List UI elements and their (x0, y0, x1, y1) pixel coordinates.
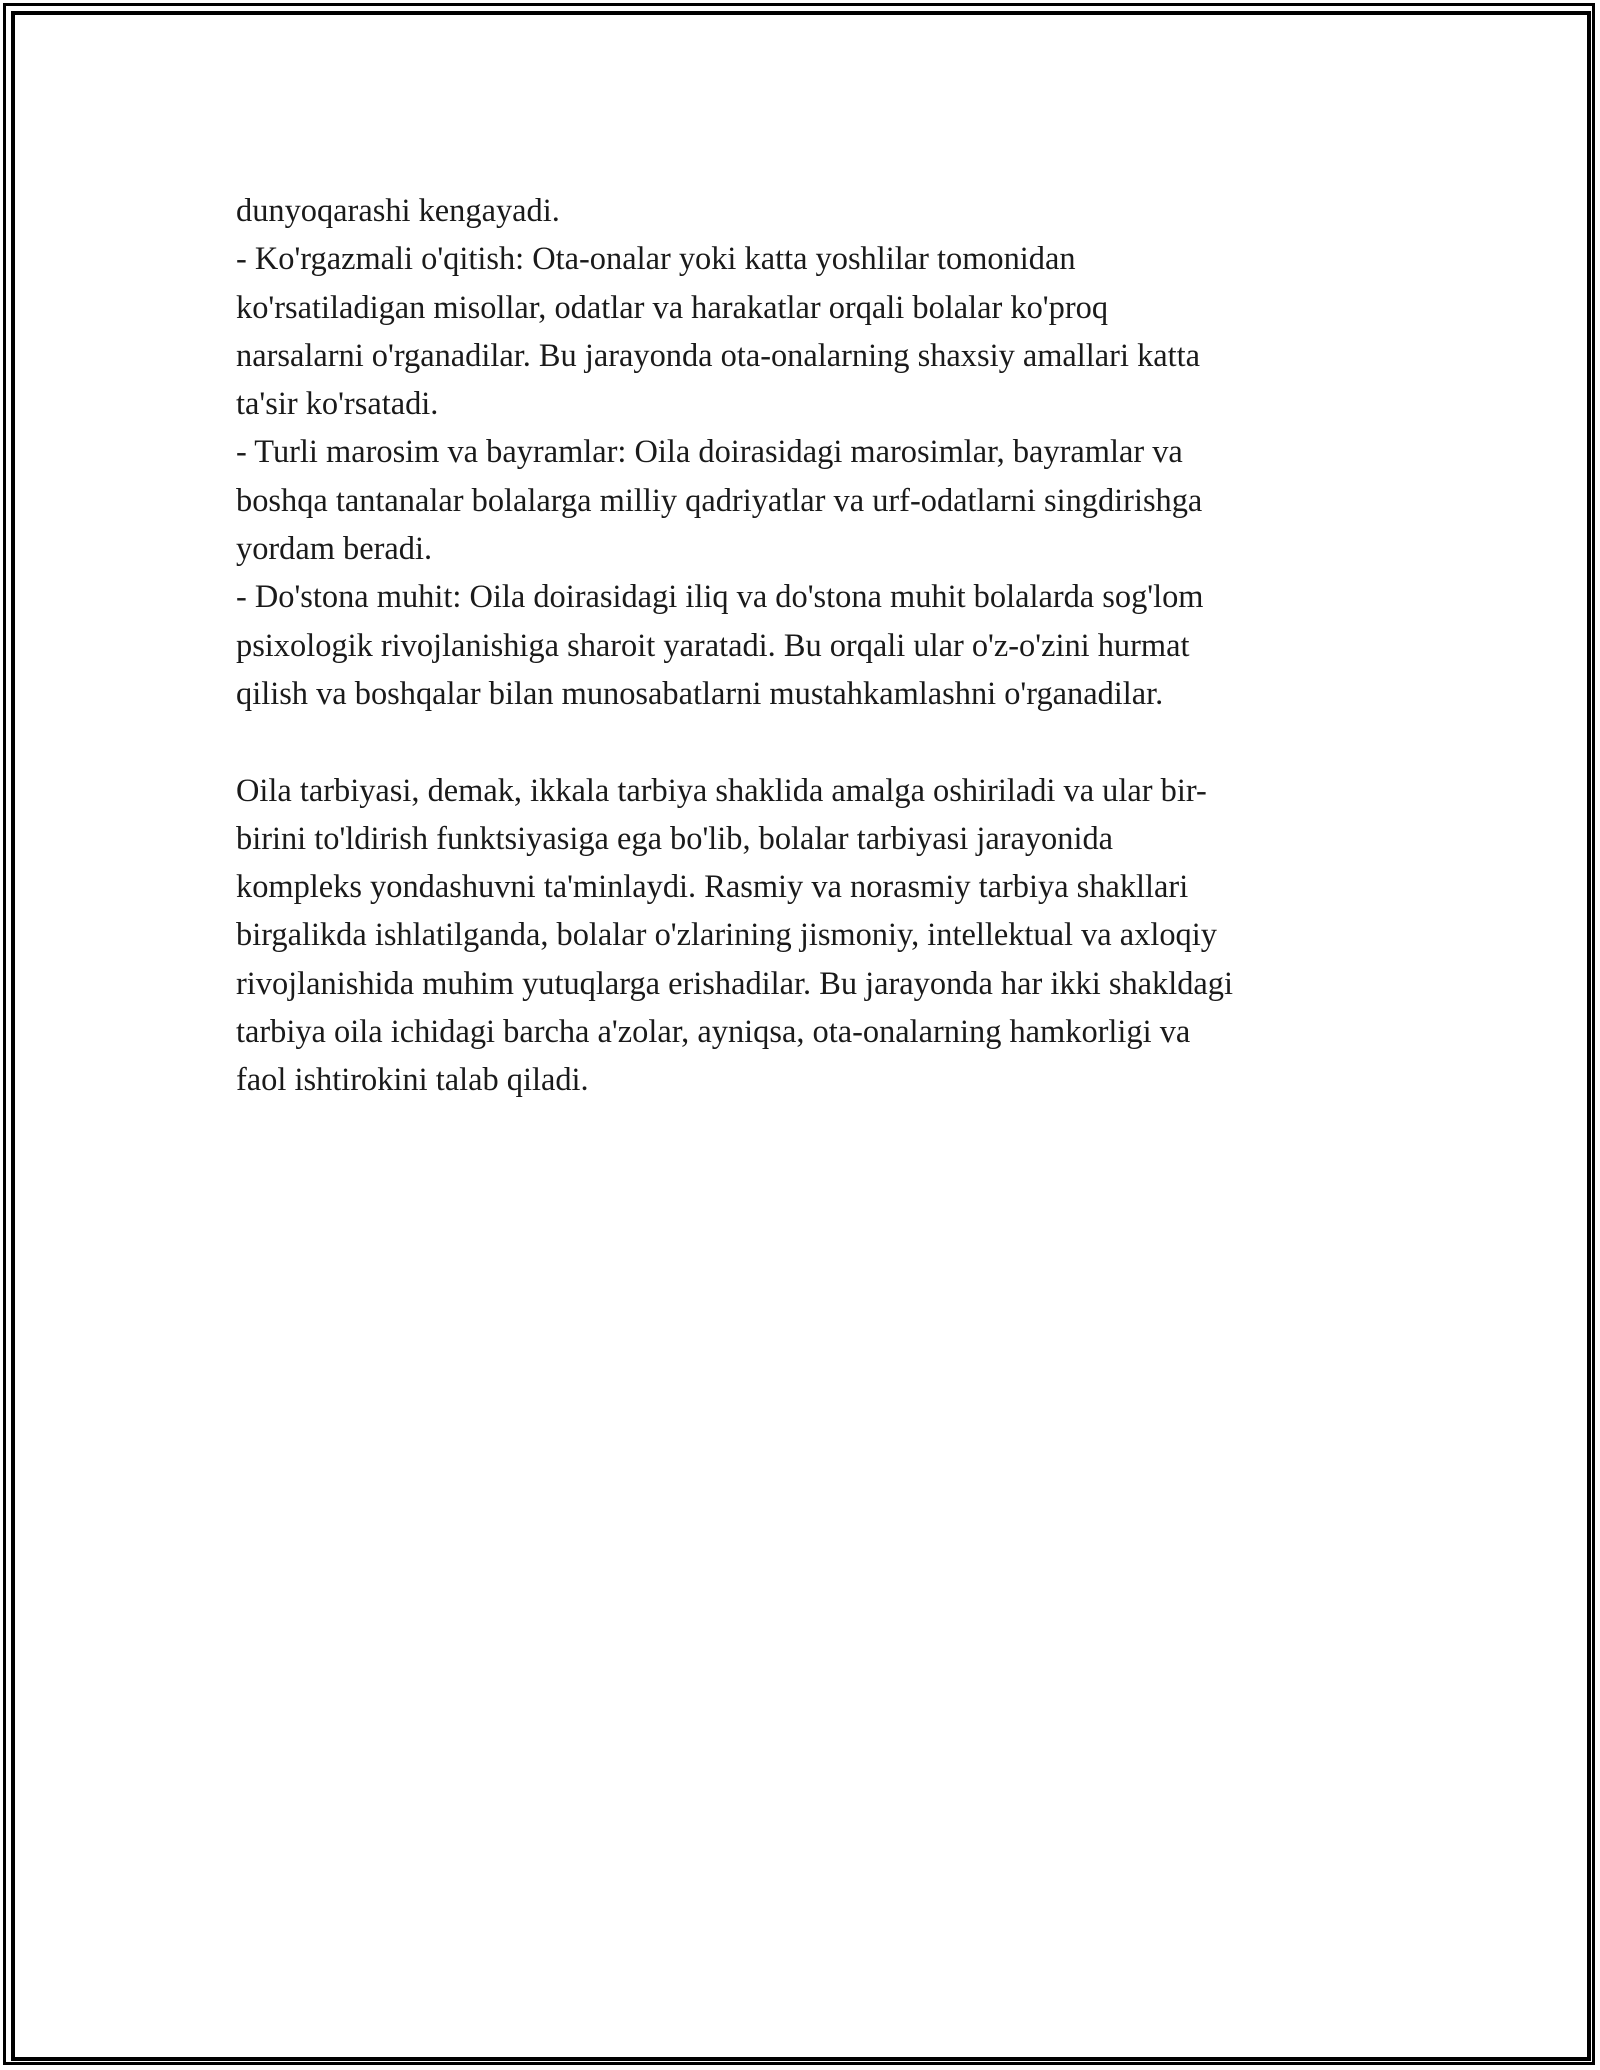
text-line: dunyoqarashi kengayadi. (236, 193, 560, 229)
list-item-marosim: - Turli marosim va bayramlar: Oila doirasidagi marosimlar, bayramlar va (236, 434, 1183, 471)
text-line: birgalikda ishlatilganda, bolalar o'zlarining jismoniy, intellektual va axloqiy (236, 917, 1217, 954)
paragraph-list (236, 187, 1376, 718)
text-line: narsalarni o'rganadilar. Bu jarayonda ota-onalarning shaxsiy amallari katta (236, 337, 1201, 374)
paragraph-conclusion (236, 767, 1376, 1105)
list-item-dostona: - Do'stona muhit: Oila doirasidagi iliq va do'stona muhit bolalarda sog'lom (236, 579, 1204, 616)
text-line: psixologik rivojlanishiga sharoit yaratadi. Bu orqali ular o'z-o'zini hurmat (236, 627, 1190, 664)
text-line: kompleks yondashuvni ta'minlaydi. Rasmiy va norasmiy tarbiya shakllari (236, 869, 1189, 906)
text-line: boshqa tantanalar bolalarga milliy qadriyatlar va urf-odatlarni singdirishga (236, 482, 1203, 519)
text-line: birini to'ldirish funktsiyasiga ega bo'lib, bolalar tarbiyasi jarayonida (236, 820, 1114, 857)
text-line: Oila tarbiyasi, demak, ikkala tarbiya shaklida amalga oshiriladi va ular bir- (236, 772, 1207, 809)
text-line: rivojlanishida muhim yutuqlarga erishadilar. Bu jarayonda har ikki shakldagi (236, 965, 1233, 1002)
list-item-korgazmali: - Ko'rgazmali o'qitish: Ota-onalar yoki katta yoshlilar tomonidan (236, 241, 1076, 278)
text-line: ko'rsatiladigan misollar, odatlar va harakatlar orqali bolalar ko'proq (236, 289, 1109, 326)
text-line: yordam beradi. (236, 531, 433, 568)
text-line: tarbiya oila ichidagi barcha a'zolar, ayniqsa, ota-onalarning hamkorligi va (236, 1014, 1191, 1051)
page-body (236, 187, 1376, 1105)
text-line: faol ishtirokini talab qiladi. (236, 1062, 589, 1099)
paragraph-gap (236, 718, 1376, 766)
text-line: ta'sir ko'rsatadi. (236, 386, 439, 423)
text-line: qilish va boshqalar bilan munosabatlarni mustahkamlashni o'rganadilar. (236, 675, 1164, 712)
